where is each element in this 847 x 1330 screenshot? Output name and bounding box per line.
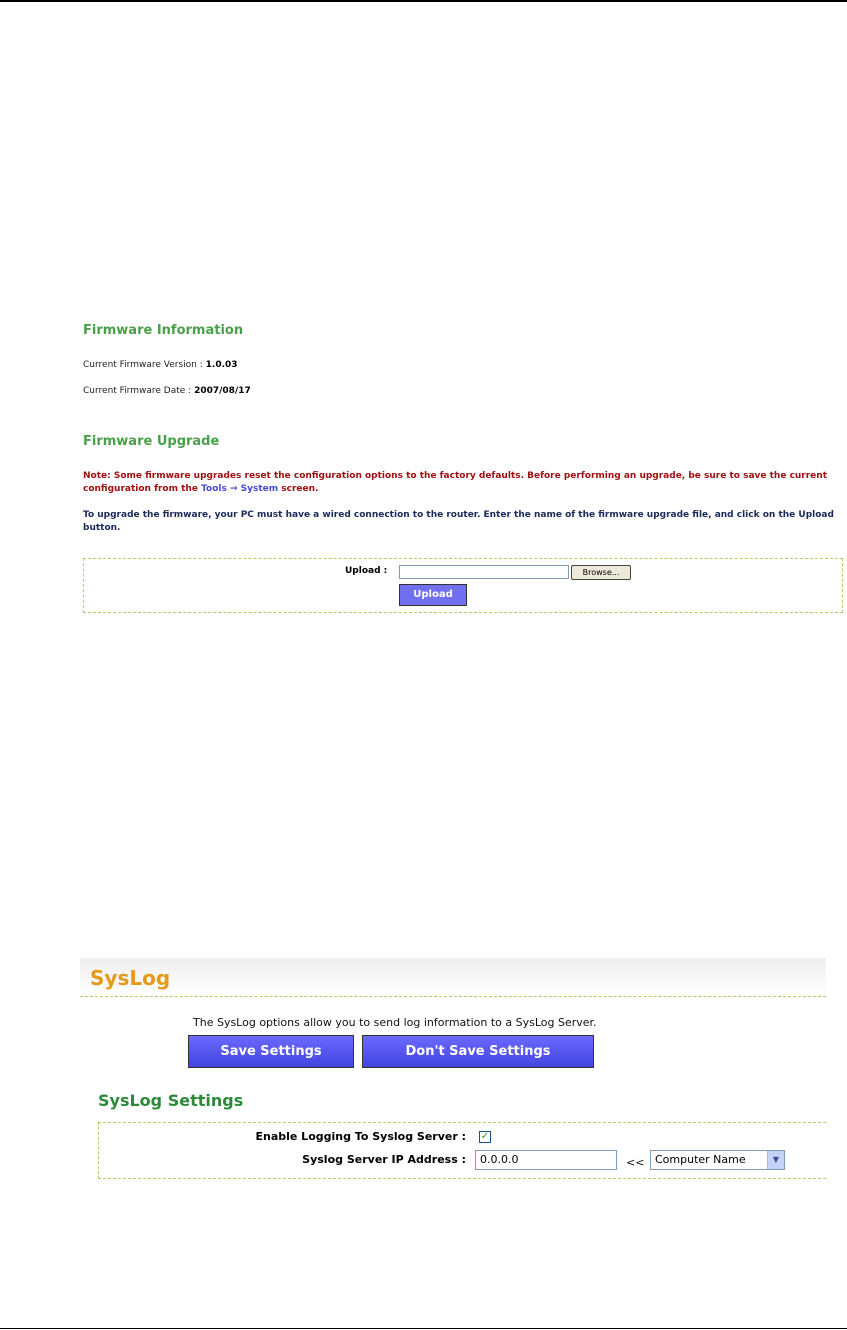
firmware-date-label: Current Firmware Date :: [83, 386, 192, 396]
firmware-note: [83, 470, 843, 496]
firmware-info-heading: Firmware Information: [83, 323, 244, 338]
chevron-down-icon[interactable]: ▼: [767, 1151, 784, 1169]
enable-logging-label: Enable Logging To Syslog Server :: [255, 1130, 466, 1143]
syslog-title: SysLog: [90, 966, 171, 990]
computer-name-select[interactable]: [650, 1150, 785, 1170]
enable-logging-checkbox[interactable]: [479, 1131, 491, 1143]
syslog-settings-heading: SysLog Settings: [98, 1091, 244, 1110]
firmware-version-label: Current Firmware Version :: [83, 360, 203, 370]
dont-save-settings-button[interactable]: Don't Save Settings: [362, 1035, 594, 1068]
note-suffix: screen.: [278, 484, 319, 494]
syslog-description: The SysLog options allow you to send log information to a SysLog Server.: [193, 1016, 597, 1029]
firmware-date-row: [83, 386, 251, 396]
page-top-rule: [0, 0, 847, 2]
firmware-instructions: To upgrade the firmware, your PC must have a wired connection to the router. Enter the name of the firmware upgrade file, and click on the Upload button.: [83, 510, 834, 533]
firmware-upgrade-heading: Firmware Upgrade: [83, 434, 220, 449]
note-prefix: Note: Some firmware upgrades reset the configuration options to the factory defaults. Before performing an upgrade, be sure to save the current configuration from the: [83, 471, 827, 494]
browse-button[interactable]: Browse...: [571, 565, 631, 580]
computer-name-selected: Computer Name: [655, 1153, 746, 1166]
tools-system-link[interactable]: Tools → System: [201, 484, 279, 494]
upload-button[interactable]: Upload: [399, 584, 467, 606]
syslog-ip-label: Syslog Server IP Address :: [302, 1153, 466, 1166]
firmware-version-value: 1.0.03: [205, 360, 238, 370]
save-settings-button[interactable]: Save Settings: [188, 1035, 354, 1068]
syslog-title-divider: [80, 996, 826, 997]
page-bottom-rule: [0, 1328, 847, 1329]
upload-label: Upload :: [345, 566, 388, 576]
upload-file-input[interactable]: [399, 565, 569, 579]
copy-arrows: <<: [626, 1156, 645, 1169]
syslog-ip-input[interactable]: 0.0.0.0: [475, 1150, 617, 1170]
checkmark-icon: ✓: [480, 1131, 490, 1142]
firmware-date-value: 2007/08/17: [194, 386, 251, 396]
firmware-version-row: [83, 360, 238, 370]
syslog-header-bar: [80, 958, 826, 996]
